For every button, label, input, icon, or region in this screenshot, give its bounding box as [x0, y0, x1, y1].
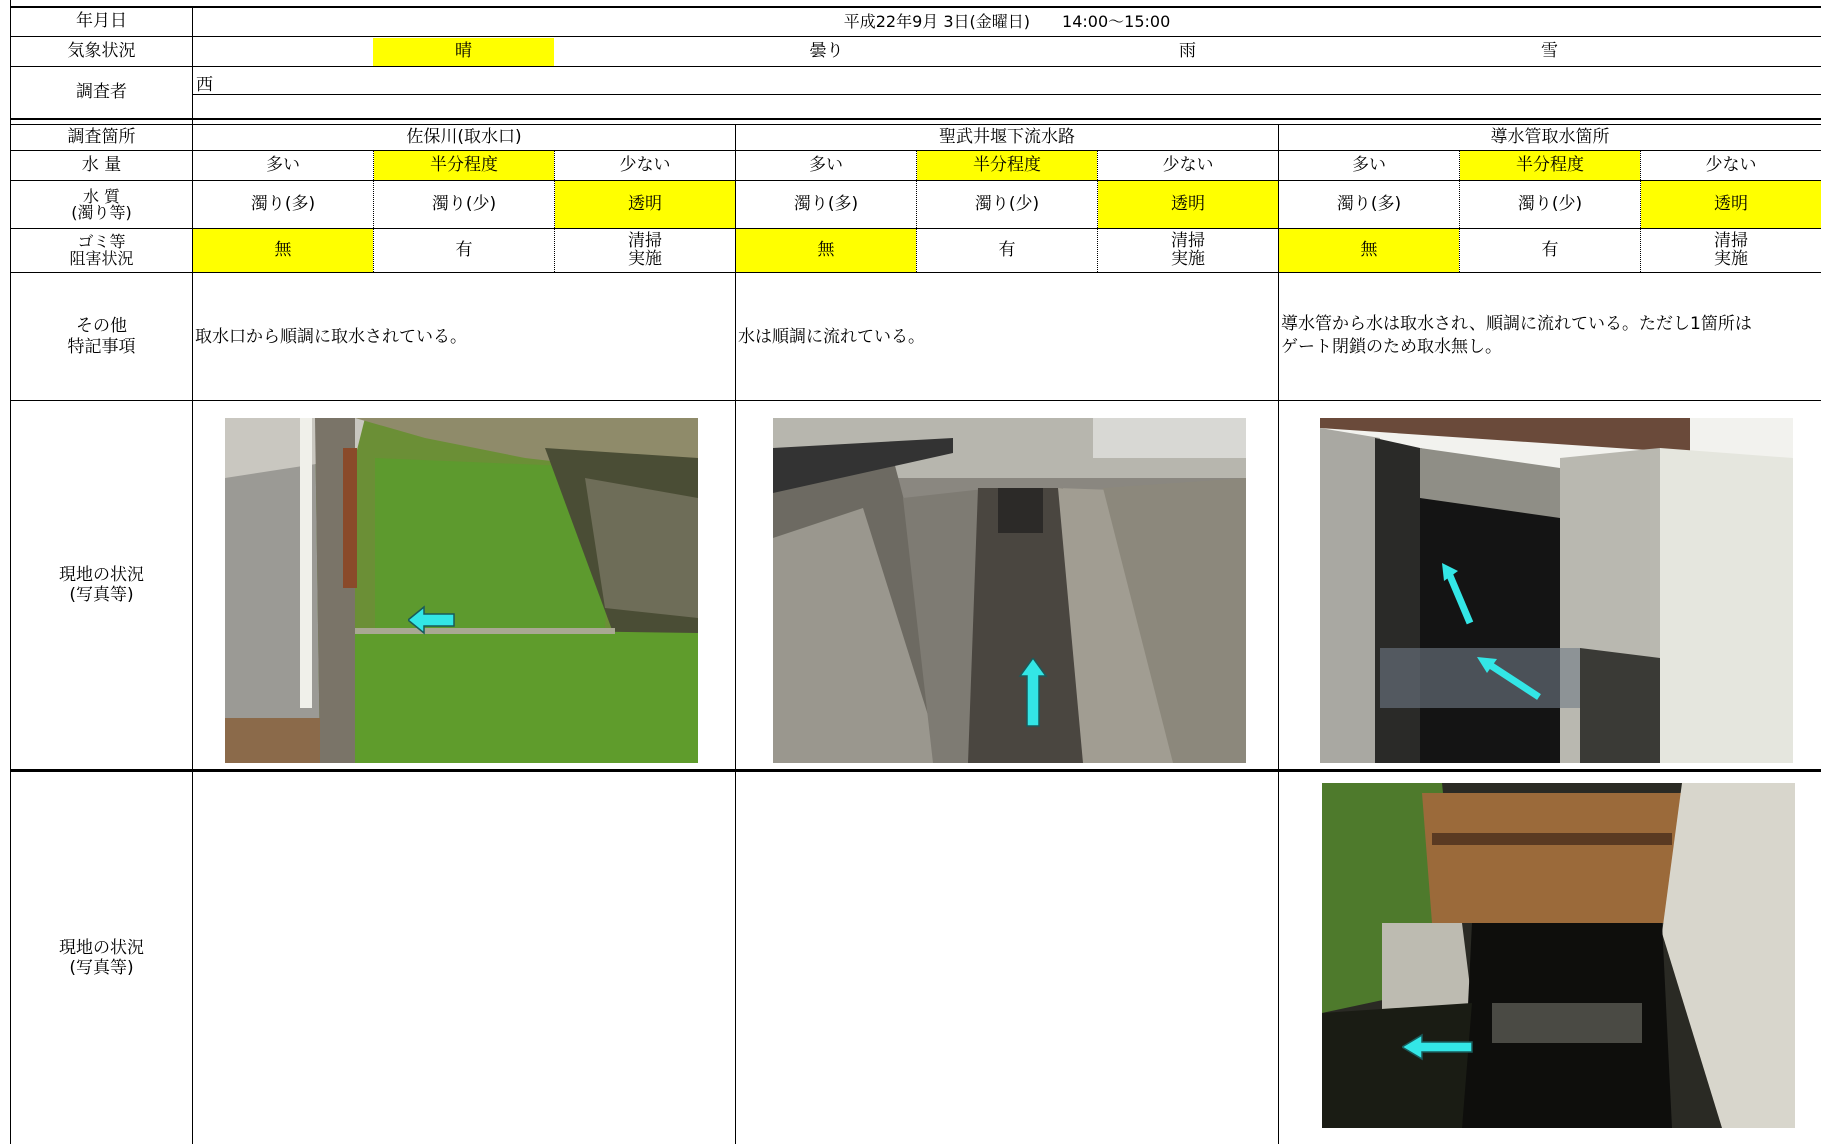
photos-label-line2: (写真等)	[69, 585, 134, 605]
volume-option-site1-1[interactable]: 多い	[266, 154, 300, 175]
site-photo-1	[225, 418, 698, 763]
weather-option-cloudy[interactable]: 曇り	[809, 41, 844, 62]
quality-option-site3-2[interactable]: 濁り(少)	[1517, 193, 1583, 214]
cyan-arrow-icon	[1475, 653, 1545, 703]
weather-option-rain[interactable]: 雨	[1179, 41, 1196, 62]
quality-label-line1: 水 質	[82, 186, 121, 206]
quality-option-site1-1[interactable]: 濁り(多)	[250, 193, 316, 214]
date-label: 年月日	[76, 11, 127, 32]
site-name-1: 佐保川(取水口)	[406, 126, 522, 147]
debris-option-site3-3[interactable]: 清掃 実施	[1714, 230, 1748, 269]
volume-option-site3-2[interactable]: 半分程度	[1460, 151, 1640, 180]
volume-option-site2-2[interactable]: 半分程度	[917, 151, 1097, 180]
quality-option-site3-3[interactable]: 透明	[1641, 181, 1821, 228]
quality-option-site1-3[interactable]: 透明	[555, 181, 735, 228]
quality-option-site3-1[interactable]: 濁り(多)	[1336, 193, 1402, 214]
weather-label: 気象状況	[67, 40, 136, 61]
surveyor-label: 調査者	[76, 81, 127, 102]
debris-option-site2-2[interactable]: 有	[998, 239, 1016, 260]
debris-label	[11, 229, 192, 272]
quality-label	[11, 181, 192, 228]
grid-line	[10, 769, 1821, 772]
grid-line	[192, 94, 1821, 95]
volume-option-site3-3[interactable]: 少ない	[1705, 154, 1757, 175]
grid-line	[1278, 124, 1279, 1144]
grid-line	[10, 118, 1821, 120]
site-photo-3	[1320, 418, 1793, 763]
weather-option-snow[interactable]: 雪	[1541, 41, 1558, 62]
cyan-arrow-icon	[1438, 561, 1478, 631]
quality-option-site2-3[interactable]: 透明	[1098, 181, 1278, 228]
cyan-arrow-icon	[1018, 658, 1048, 728]
debris-option-site2-1[interactable]: 無	[736, 229, 916, 272]
site-note-1: 取水口から順調に取水されている。	[195, 327, 467, 347]
grid-line	[10, 36, 1821, 37]
photos-label-line2: (写真等)	[69, 958, 134, 978]
debris-option-site1-3[interactable]: 清掃 実施	[628, 230, 662, 269]
quality-option-site2-2[interactable]: 濁り(少)	[974, 193, 1040, 214]
site-note-2: 水は順調に流れている。	[738, 327, 925, 347]
location-label: 調査箇所	[67, 126, 136, 147]
site-name-3: 導水管取水箇所	[1490, 126, 1610, 147]
photos-label-line1: 現地の状況	[59, 564, 144, 585]
volume-option-site3-1[interactable]: 多い	[1352, 154, 1386, 175]
debris-option-site3-1[interactable]: 無	[1279, 229, 1459, 272]
quality-option-site2-1[interactable]: 濁り(多)	[793, 193, 859, 214]
notes-label-line2: 特記事項	[67, 336, 136, 357]
photos-label-line1: 現地の状況	[59, 937, 144, 958]
debris-label-line1: ゴミ等	[77, 231, 126, 251]
grid-line	[10, 400, 1821, 401]
volume-option-site1-2[interactable]: 半分程度	[374, 151, 554, 180]
quality-label-line2: (濁り等)	[71, 202, 132, 222]
notes-label-line1: その他	[76, 316, 127, 337]
photos-label-1	[11, 401, 192, 769]
notes-label	[11, 273, 192, 400]
debris-option-site1-1[interactable]: 無	[193, 229, 373, 272]
surveyor-value: 西	[196, 75, 213, 95]
date-value: 平成22年9月 3日(金曜日) 14:00～15:00	[843, 11, 1171, 31]
debris-option-site1-2[interactable]: 有	[455, 239, 473, 260]
volume-option-site2-1[interactable]: 多い	[809, 154, 843, 175]
site-note-3: 導水管から水は取水され、順調に流れている。ただし1箇所は ゲート閉鎖のため取水無し。	[1281, 314, 1752, 357]
grid-line	[735, 124, 736, 1144]
volume-label: 水 量	[81, 154, 122, 175]
debris-option-site3-2[interactable]: 有	[1541, 239, 1559, 260]
site-photo-2	[773, 418, 1246, 763]
quality-option-site1-2[interactable]: 濁り(少)	[431, 193, 497, 214]
cyan-arrow-icon	[1402, 1033, 1474, 1061]
debris-label-line2: 阻害状況	[69, 248, 134, 268]
site-name-2: 聖武井堰下流水路	[939, 126, 1075, 147]
grid-line	[10, 66, 1821, 67]
photos-label-2	[11, 772, 192, 1144]
grid-line	[10, 272, 1821, 273]
volume-option-site2-3[interactable]: 少ない	[1162, 154, 1214, 175]
weather-option-sunny[interactable]: 晴	[373, 38, 554, 66]
debris-option-site2-3[interactable]: 清掃 実施	[1171, 230, 1205, 269]
cyan-arrow-icon	[408, 605, 456, 635]
site-photo-4	[1322, 783, 1795, 1128]
volume-option-site1-3[interactable]: 少ない	[619, 154, 671, 175]
